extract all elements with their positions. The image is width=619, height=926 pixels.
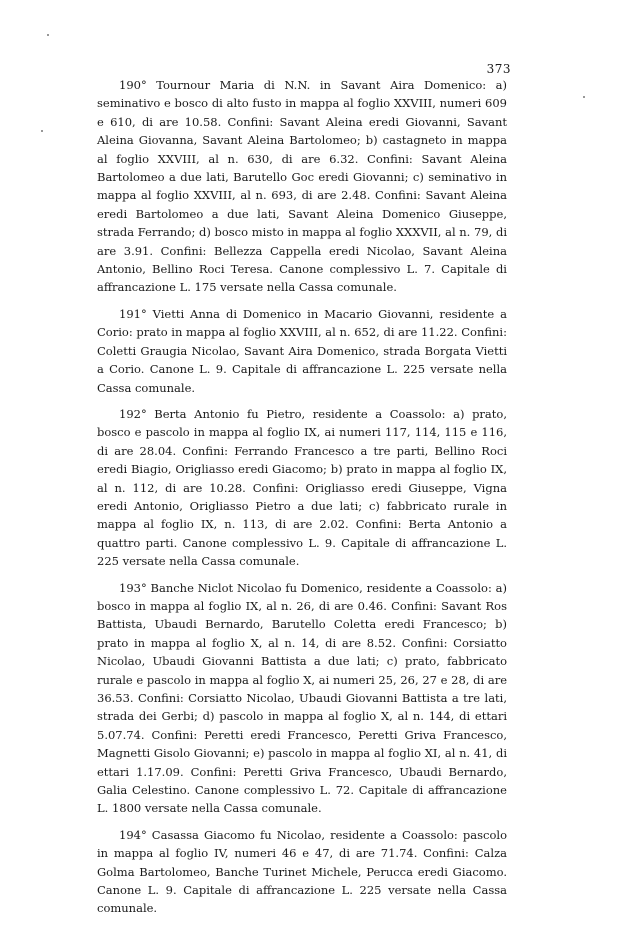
entry-192: 192° Berta Antonio fu Pietro, residente a Coassolo: a) prato, bosco e pascolo in mappa al foglio IX, ai numeri 117, 114, 115 e 116, di are 28.04. Confini: Ferrando Francesco a tre parti, Bellino Roci eredi Biagio, Origliasso eredi Giacomo; b) prato in mappa al foglio IX, al n. 112, di are 10.28. Confini: Origliasso eredi Giuseppe, Vigna eredi Antonio, Origliasso Pietro a due lati; c) fabbricato rurale in mappa al foglio IX, n. 113, di are 2.02. Confini: Berta Antonio a quattro parti. Canone complessivo L. 9. Capitale di affrancazione L. 225 versate nella Cassa comunale.	[97, 406, 507, 569]
entry-193: 193° Banche Niclot Nicolao fu Domenico, residente a Coassolo: a) bosco in mappa al foglio IX, al n. 26, di are 0.46. Confini: Savant Ros Battista, Ubaudi Bernardo, Barutello Coletta eredi Francesco; b) prato in mappa al foglio X, al n. 14, di are 8.52. Confini: Corsiatto Nicolao, Ubaudi Giovanni Battista a due lati; c) prato, fabbricato rurale e pascolo in mappa al foglio X, ai numeri 25, 26, 27 e 28, di are 36.53. Confini: Corsiatto Nicolao, Ubaudi Giovanni Battista a tre lati, strada dei Gerbi; d) pascolo in mappa al foglio X, al n. 144, di ettari 5.07.74. Confini: Peretti eredi Francesco, Peretti Griva Francesco, Magnetti Gisolo Giovanni; e) pascolo in mappa al foglio XI, al n. 41, di ettari 1.17.09. Confini: Peretti Griva Francesco, Ubaudi Bernardo, Galia Celestino. Canone complessivo L. 72. Capitale di affrancazione L. 1800 versate nella Cassa comunale.	[97, 580, 507, 816]
page-number: 373	[486, 62, 511, 76]
entry-191: 191° Vietti Anna di Domenico in Macario Giovanni, residente a Corio: prato in mappa al foglio XXVIII, al n. 652, di are 11.22. Confini: Coletti Graugia Nicolao, Savant Aira Domenico, strada Borgata Vietti a Corio. Canone L. 9. Capitale di affrancazione L. 225 versate nella Cassa comunale.	[97, 306, 507, 395]
scan-speck	[47, 34, 49, 36]
entry-190: 190° Tournour Maria di N.N. in Savant Aira Domenico: a) seminativo e bosco di alto fusto in mappa al foglio XXVIII, numeri 609 e 610, di are 10.58. Confini: Savant Aleina eredi Giovanni, Savant Aleina Giovanna, Savant Aleina Bartolomeo; b) castagneto in mappa al foglio XXVIII, al n. 630, di are 6.32. Confini: Savant Aleina Bartolomeo a due lati, Barutello Goc eredi Giovanni; c) seminativo in mappa al foglio XXVIII, al n. 693, di are 2.48. Confini: Savant Aleina eredi Bartolomeo a due lati, Savant Aleina Domenico Giuseppe, strada Ferrando; d) bosco misto in mappa al foglio XXXVII, al n. 79, di are 3.91. Confini: Bellezza Cappella eredi Nicolao, Savant Aleina Antonio, Bellino Roci Teresa. Canone complessivo L. 7. Capitale di affrancazione L. 175 versate nella Cassa comunale.	[97, 78, 507, 295]
scan-speck	[583, 96, 585, 98]
entry-194: 194° Casassa Giacomo fu Nicolao, residente a Coassolo: pascolo in mappa al foglio IV, numeri 46 e 47, di are 71.74. Confini: Calza Golma Bartolomeo, Banche Turinet Michele, Perucca eredi Giacomo. Canone L. 9. Capitale di affrancazione L. 225 versate nella Cassa comunale.	[97, 827, 507, 916]
document-body	[97, 76, 507, 926]
scan-speck	[41, 130, 43, 132]
